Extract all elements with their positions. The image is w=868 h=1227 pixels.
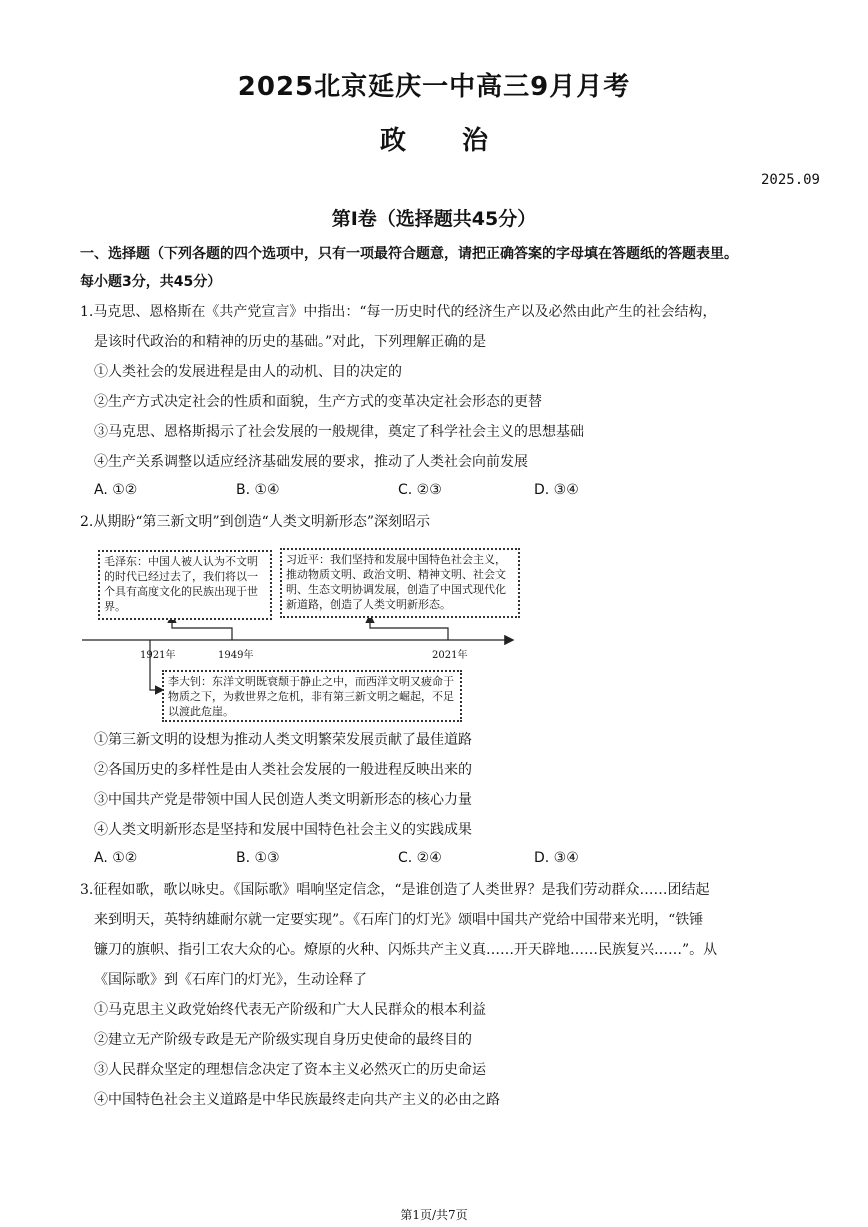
- q3-stem-line-4: 《国际歌》到《石库门的灯光》，生动诠释了: [94, 972, 367, 988]
- q2-stem: 2.从期盼“第三新文明”到创造“人类文明新形态”深刻昭示: [80, 514, 430, 530]
- q2-choice-d[interactable]: D. ③④: [534, 850, 579, 866]
- q3-option-3: ③人民群众坚定的理想信念决定了资本主义必然灭亡的历史命运: [94, 1062, 486, 1078]
- q1-option-4: ④生产关系调整以适应经济基础发展的要求，推动了人类社会向前发展: [94, 454, 528, 470]
- q3-option-1: ①马克思主义政党始终代表无产阶级和广大人民群众的根本利益: [94, 1002, 486, 1018]
- q1-choice-d[interactable]: D. ③④: [534, 482, 579, 498]
- exam-date: 2025.09: [760, 172, 820, 188]
- timeline-diagram: [80, 540, 520, 720]
- q3-stem-line-1: 3.征程如歌，歌以咏史。《国际歌》唱响坚定信念，“是谁创造了人类世界？是我们劳动群众……团结起: [80, 882, 710, 898]
- year-2021-label: 2021年: [432, 650, 468, 661]
- q3-option-4: ④中国特色社会主义道路是中华民族最终走向共产主义的必由之路: [94, 1092, 500, 1108]
- connector-2021: [370, 616, 448, 640]
- q2-option-4: ④人类文明新形态是坚持和发展中国特色社会主义的实践成果: [94, 822, 472, 838]
- q1-option-1: ①人类社会的发展进程是由人的动机、目的决定的: [94, 364, 402, 380]
- li-quote-box: 李大钊：东洋文明既衰颓于静止之中，而西洋文明又疲命于物质之下，为救世界之危机，非有第三新文明之崛起，不足以渡此危崖。: [162, 670, 462, 722]
- mao-quote-box: 毛泽东：中国人被人认为不文明的时代已经过去了，我们将以一个具有高度文化的民族出现于世界。: [98, 550, 272, 620]
- q3-stem-line-2: 来到明天，英特纳雄耐尔就一定要实现”。《石库门的灯光》颂唱中国共产党给中国带来光明，“铁锤: [94, 912, 704, 928]
- q2-choice-b[interactable]: B. ①③: [236, 850, 280, 866]
- q1-option-2: ②生产方式决定社会的性质和面貌，生产方式的变革决定社会形态的更替: [94, 394, 542, 410]
- page-footer: 第1页/共7页: [400, 1208, 468, 1222]
- q1-option-3: ③马克思、恩格斯揭示了社会发展的一般规律，奠定了科学社会主义的思想基础: [94, 424, 584, 440]
- year-1921-label: 1921年: [140, 650, 176, 661]
- q3-stem-line-3: 镰刀的旗帜、指引工农大众的心。燎原的火种、闪烁共产主义真……开天辟地……民族复兴……”。从: [94, 942, 718, 958]
- q2-option-3: ③中国共产党是带领中国人民创造人类文明新形态的核心力量: [94, 792, 472, 808]
- subject-char-2: 治: [462, 126, 489, 156]
- section-title: 第Ⅰ卷（选择题共45分）: [331, 208, 537, 230]
- subject-char-1: 政: [379, 126, 406, 156]
- xi-quote-box: 习近平：我们坚持和发展中国特色社会主义，推动物质文明、政治文明、精神文明、社会文明、生态文明协调发展，创造了中国式现代化新道路，创造了人类文明新形态。: [280, 548, 520, 618]
- q2-choice-a[interactable]: A. ①②: [94, 850, 138, 866]
- q1-choice-b[interactable]: B. ①④: [236, 482, 280, 498]
- q2-choice-c[interactable]: C. ②④: [398, 850, 442, 866]
- q2-option-2: ②各国历史的多样性是由人类社会发展的一般进程反映出来的: [94, 762, 472, 778]
- subject-title: [0, 120, 868, 157]
- q2-option-1: ①第三新文明的设想为推动人类文明繁荣发展贡献了最佳道路: [94, 732, 472, 748]
- q1-stem-line-2: 是该时代政治的和精神的历史的基础。”对此，下列理解正确的是: [94, 334, 487, 350]
- q3-option-2: ②建立无产阶级专政是无产阶级实现自身历史使命的最终目的: [94, 1032, 472, 1048]
- year-1949-label: 1949年: [218, 650, 254, 661]
- q1-stem-line-1: 1.马克思、恩格斯在《共产党宣言》中指出：“每一历史时代的经济生产以及必然由此产生的社会结构，: [80, 304, 717, 320]
- page-title: 2025北京延庆一中高三9月月考: [237, 72, 631, 102]
- instruction-line-2: 每小题3分，共45分）: [80, 274, 222, 290]
- instruction-line-1: 一、选择题（下列各题的四个选项中，只有一项最符合题意，请把正确答案的字母填在答题纸的答题表里。: [80, 246, 738, 262]
- q1-choice-a[interactable]: A. ①②: [94, 482, 138, 498]
- q1-choice-c[interactable]: C. ②③: [398, 482, 442, 498]
